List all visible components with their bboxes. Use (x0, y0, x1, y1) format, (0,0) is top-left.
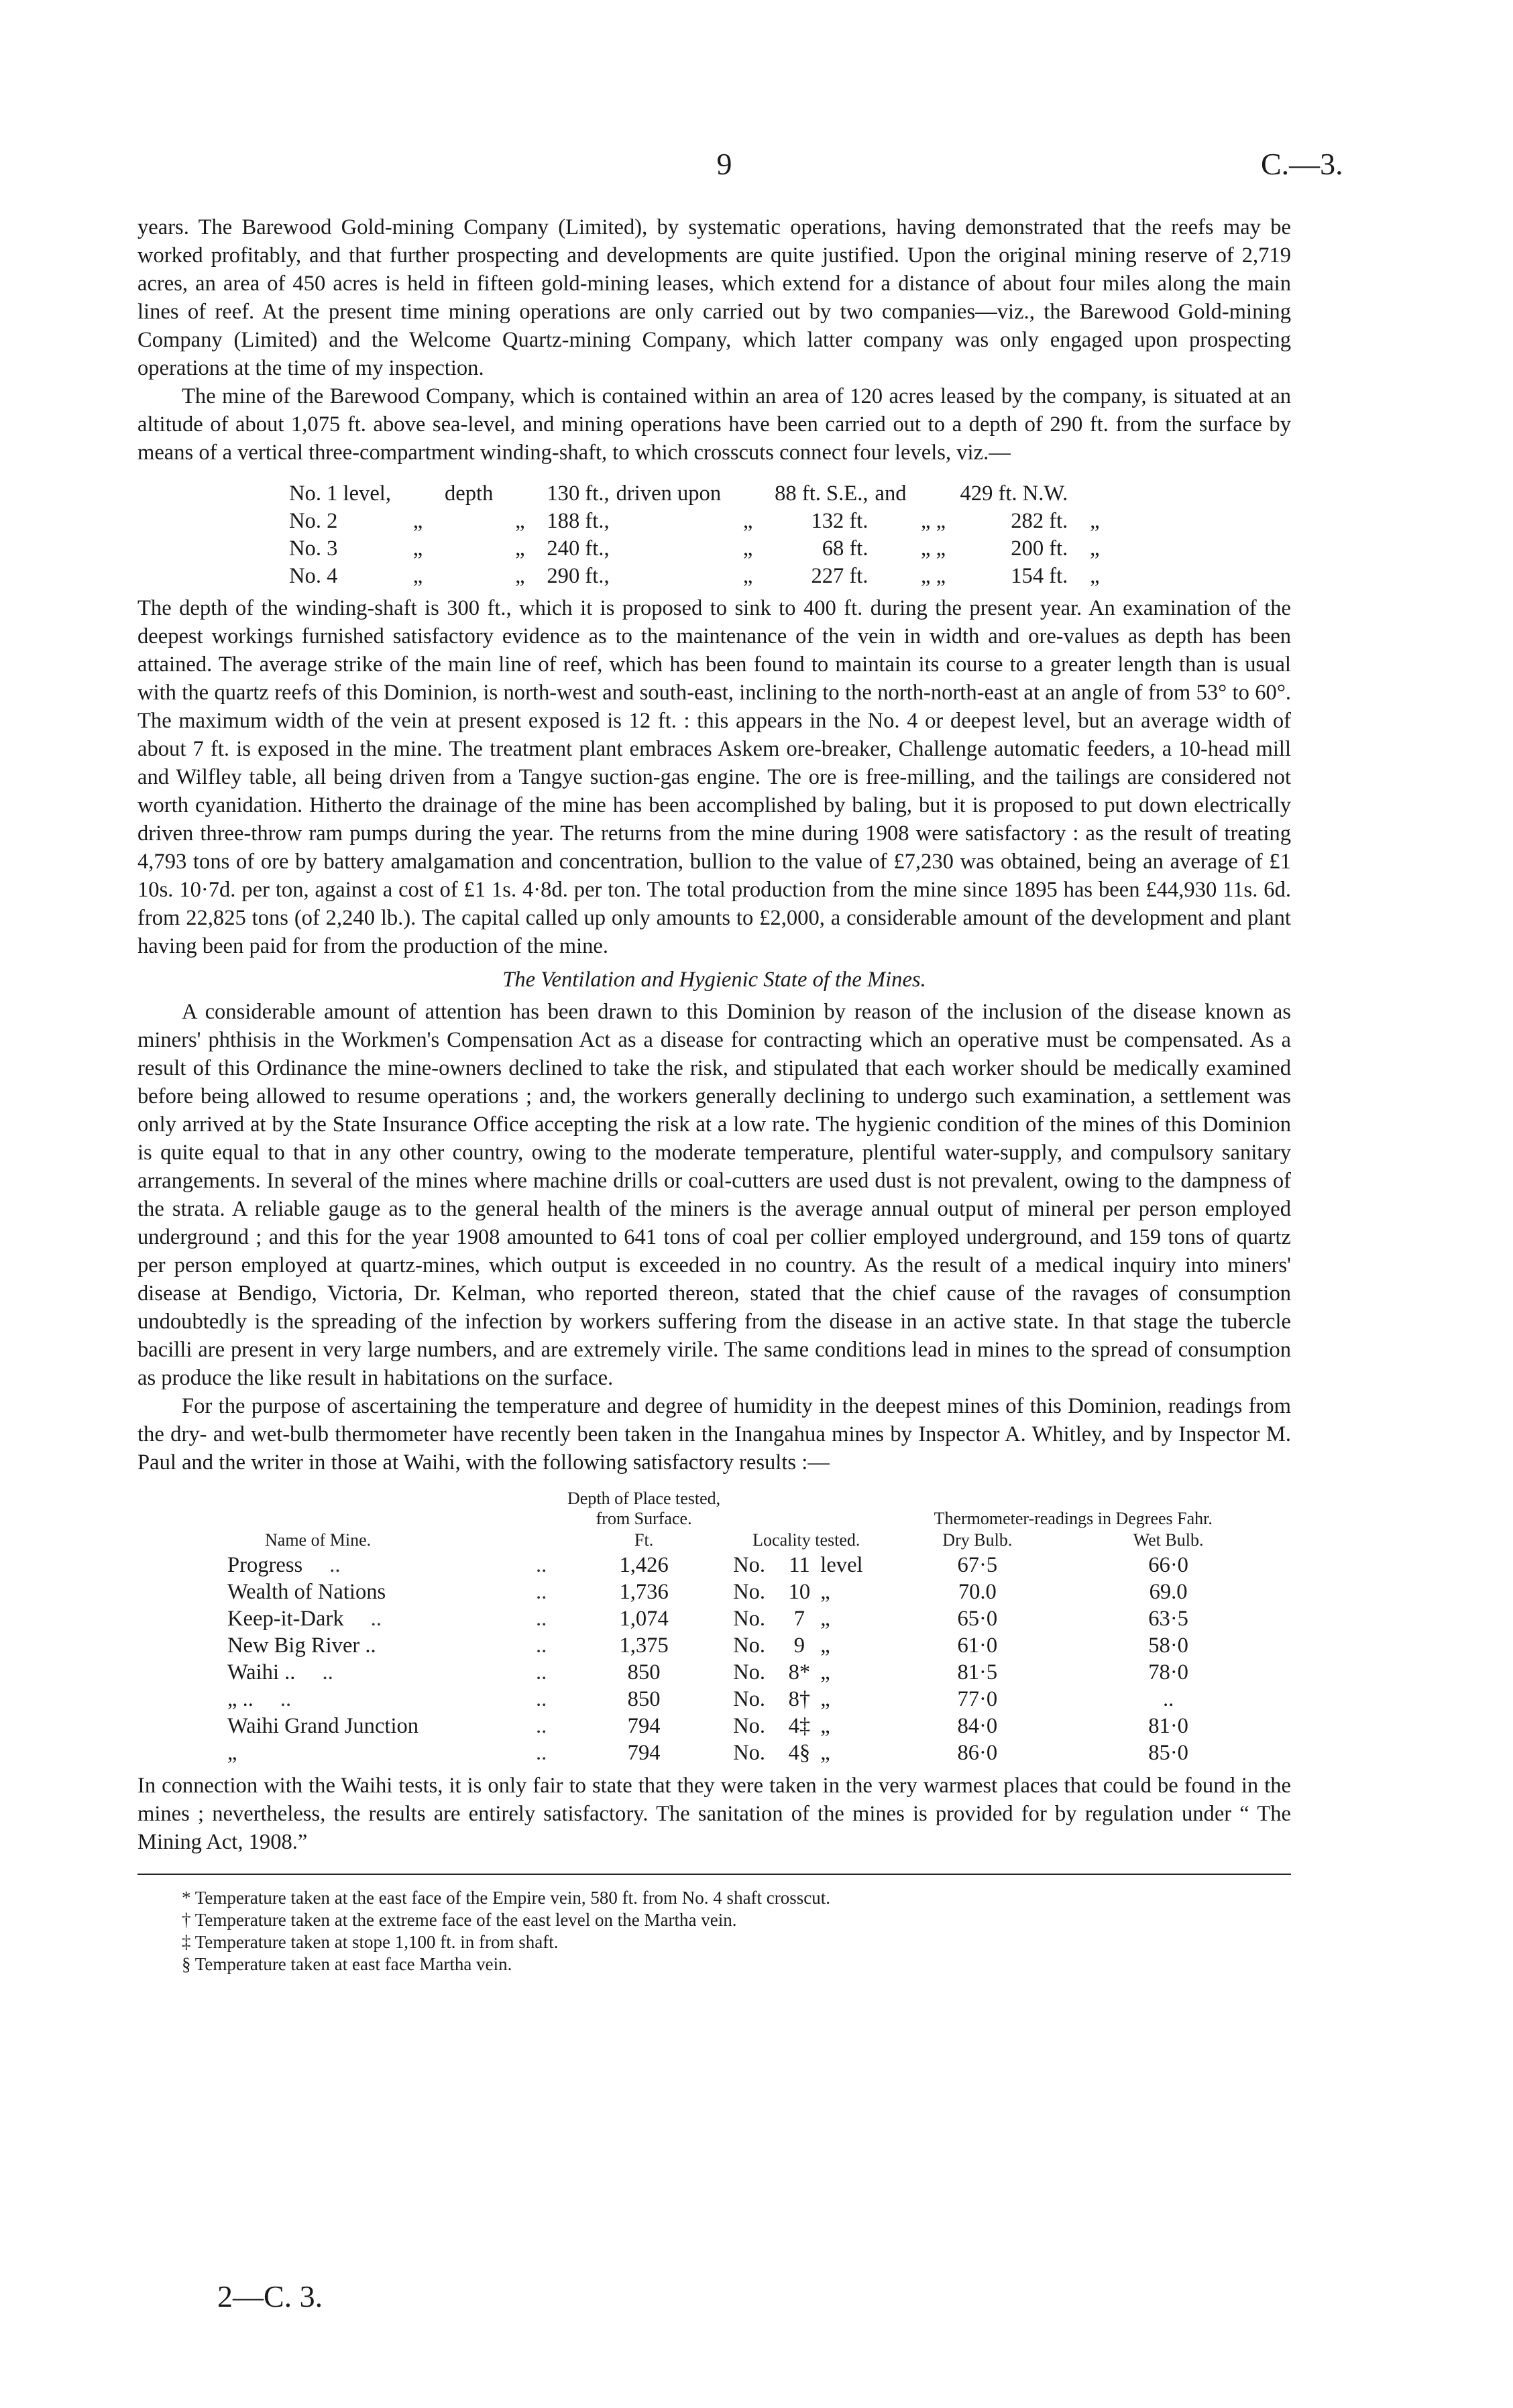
cell-no: No. (733, 1553, 766, 1577)
level-cell-depth_word (445, 508, 500, 535)
level-cell-depth_word (445, 563, 500, 590)
cell-loc: level (820, 1553, 863, 1577)
header-depth: Depth of Place tested, from Surface. (567, 1489, 721, 1528)
cell-name (225, 1686, 525, 1713)
table-row (225, 1739, 1264, 1766)
level-row (289, 535, 1121, 563)
level-cell-b: 429 ft. N.W. (960, 481, 1068, 506)
level-cell-driven (616, 563, 728, 590)
table-row (225, 1686, 1264, 1713)
paragraph-2: The mine of the Barewood Company, which is contained within an area of 120 acres leased by the company, is situated at an altitude of about 1,075 ft. above sea-level, and mining operations have been carried out to a depth of 290 ft. from the surface by means of a vertical three-compartment winding-shaft, to which crosscuts connect four levels, viz.— (137, 384, 1291, 465)
level-cell-dB: „ (515, 536, 525, 561)
mine-name: Keep-it-Dark (227, 1607, 344, 1631)
cell-no: No. (733, 1607, 766, 1631)
level-cell-and (875, 563, 913, 590)
thermometer-table (225, 1489, 1264, 1766)
level-cell-dB: „ (515, 564, 525, 588)
level-cell-no: No. 1 level, (289, 481, 391, 506)
paragraph-4: A considerable amount of attention has been drawn to this Dominion by reason of the inclusion of the disease known as miners' phthisis in the Workmen's Compensation Act as a disease for contracting which an operative must be compensated. As a result of this Ordinance the mine-owners declined to take the risk, and stipulated that each worker should be medically examined before being allowed to resume operations ; and, the workers generally declining to undergo such examination, a settlement was only arrived at by the State Insurance Office accepting the risk at a low rate. The hygienic condition of the mines of this Dominion is quite equal to that in any other country, owing to the moderate temperature, plentiful water-supply, and compulsory sanitary arrangements. In several of the mines where machine drills or coal-cutters are used dust is not prevalent, owing to the dampness of the strata. A reliable gauge as to the general health of the miners is the average annual output of mineral per person employed underground ; and this for the year 1908 amounted to 641 tons of coal per collier employed underground, and 159 tons of quartz per person employed at quartz-mines, which output is exceeded in no country. As the result of a medical inquiry into miners' disease at Bendigo, Victoria, Dr. Kelman, who reported thereon, stated that the chief cause of the ravages of consumption undoubtedly is the spreading of the infection by workers suffering from the disease in an active state. In that stage the tubercle bacilli are present in very large numbers, and are extremely virile. The same conditions lead in mines to the spread of consumption as produce the like result in habitations on the surface. (137, 1000, 1291, 1390)
cell-name (225, 1739, 525, 1766)
level-cell-dE: „ (1090, 536, 1100, 561)
table-row (225, 1552, 1264, 1579)
cell-no: No. (733, 1741, 766, 1765)
level-cell-no: No. 4 (289, 564, 338, 588)
level-cell-a: 227 ft. (811, 564, 868, 588)
cell-loc: „ (820, 1660, 830, 1684)
cell-sep: .. (535, 1633, 547, 1658)
table-row (225, 1659, 1264, 1686)
level-cell-dD: „ „ (921, 536, 946, 561)
level-cell-dE: „ (1090, 564, 1100, 588)
level-cell-dD (913, 480, 960, 508)
cell-wet: 58·0 (1148, 1633, 1188, 1658)
cell-wet: 66·0 (1148, 1553, 1188, 1577)
level-cell-dD: „ „ (921, 509, 946, 533)
table-row (225, 1632, 1264, 1659)
cell-loc: „ (820, 1607, 830, 1631)
cell-loc: „ (820, 1633, 830, 1658)
body-text (137, 213, 1291, 1975)
table-row (225, 1579, 1264, 1605)
cell-no: No. (733, 1714, 766, 1738)
cell-no: No. (733, 1660, 766, 1684)
level-cell-no: No. 2 (289, 509, 338, 533)
level-cell-dC (728, 480, 775, 508)
cell-sep: .. (535, 1660, 547, 1684)
cell-wet: 81·0 (1148, 1714, 1188, 1738)
header-depth-unit: Ft. (634, 1530, 654, 1550)
mine-name: New Big River .. (227, 1633, 376, 1658)
cell-no: No. (733, 1633, 766, 1658)
mine-name: Progress (227, 1553, 303, 1577)
header-thermo: Thermometer-readings in Degrees Fahr. (934, 1509, 1213, 1528)
leader-dots: .. (280, 1687, 292, 1711)
cell-depth: 1,074 (619, 1607, 669, 1631)
level-cell-driven (616, 508, 728, 535)
paragraph-3: The depth of the winding-shaft is 300 ft., which it is proposed to sink to 400 ft. during the present year. An examination of the deepest workings furnished satisfactory evidence as to the maintenance of the vein in width and ore-values as depth has been attained. The average strike of the main line of reef, which has been found to maintain its course to a greater length than is usual with the quartz reefs of this Dominion, is north-west and south-east, inclining to the north-north-east at an angle of from 53° to 60°. The maximum width of the vein at present exposed is 12 ft. : this appears in the No. 4 or deepest level, but an average width of about 7 ft. is exposed in the mine. The treatment plant embraces Askem ore-breaker, Challenge automatic feeders, a 10-head mill and Wilfley table, all being driven from a Tangye suction-gas engine. The ore is free-milling, and the tailings are considered not worth cyanidation. Hitherto the drainage of the mine has been accomplished by baling, but it is proposed to put down electrically driven three-throw ram pumps during the year. The returns from the mine during 1908 were satisfactory : as the result of treating 4,793 tons of ore by battery amalgamation and concentration, bullion to the value of £7,230 was obtained, being an average of £1 10s. 10·7d. per ton, against a cost of £1 1s. 4·8d. per ton. The total production from the mine since 1895 has been £44,930 11s. 6d. from 22,825 tons (of 2,240 lb.). The capital called up only amounts to £2,000, a considerable amount of the development and plant having been paid for from the production of the mine. (137, 596, 1291, 958)
level-cell-depth_word: depth (445, 481, 494, 506)
page-number: 9 (716, 147, 732, 181)
cell-wet: 78·0 (1148, 1660, 1188, 1684)
cell-dry: 84·0 (957, 1714, 998, 1738)
footnote-1: * Temperature taken at the east face of the Empire vein, 580 ft. from No. 4 shaft crosscut. (182, 1888, 831, 1908)
cell-loc: „ (820, 1687, 830, 1711)
level-cell-depth: 188 ft., (547, 509, 610, 533)
cell-sep: .. (535, 1741, 547, 1765)
level-cell-and (875, 508, 913, 535)
level-cell-dC: „ (742, 564, 753, 588)
level-cell-dB: „ (515, 509, 525, 533)
header-wet: Wet Bulb. (1133, 1530, 1204, 1550)
level-cell-dE (1074, 480, 1121, 508)
level-cell-and (875, 535, 913, 563)
cell-depth: 794 (627, 1714, 661, 1738)
levels-table (289, 480, 1121, 590)
level-cell-dA: „ (412, 564, 423, 588)
cell-sep: .. (535, 1553, 547, 1577)
level-cell-b: 200 ft. (1011, 536, 1068, 561)
cell-depth: 1,375 (619, 1633, 669, 1658)
cell-dry: 77·0 (957, 1687, 998, 1711)
leader-dots: .. (329, 1553, 341, 1577)
level-cell-depth: 240 ft., (547, 536, 610, 561)
cell-loc: „ (820, 1714, 830, 1738)
cell-depth: 1,426 (619, 1553, 669, 1577)
level-cell-dA: „ (412, 536, 423, 561)
cell-sep: .. (535, 1714, 547, 1738)
level-cell-driven: driven upon (616, 481, 722, 506)
header-locality: Locality tested. (752, 1530, 860, 1550)
cell-depth: 850 (627, 1660, 661, 1684)
cell-num: 4§ (788, 1741, 811, 1765)
paragraph-6: In connection with the Waihi tests, it is only fair to state that they were taken in the very warmest places that could be found in the mines ; nevertheless, the results are entirely satisfactory. The sanitation of the mines is provided for by regulation under “ The Mining Act, 1908.” (137, 1774, 1291, 1854)
footnotes (137, 1887, 1291, 1975)
cell-num: 8† (788, 1687, 811, 1711)
footnote-4: § Temperature taken at east face Martha vein. (182, 1954, 512, 1974)
level-cell-a: 88 ft. S.E., (775, 481, 868, 506)
cell-loc: „ (820, 1580, 830, 1604)
footnote-rule (137, 1874, 1291, 1875)
cell-num: 8* (788, 1660, 811, 1684)
level-cell-driven (616, 535, 728, 563)
level-row (289, 480, 1121, 508)
cell-name (225, 1659, 525, 1686)
mine-name: „ .. (227, 1687, 254, 1711)
level-cell-no: No. 3 (289, 536, 338, 561)
cell-wet: 85·0 (1148, 1741, 1188, 1765)
level-cell-depth: 290 ft., (547, 564, 610, 588)
cell-name (225, 1552, 525, 1579)
section-title: The Ventilation and Hygienic State of the Mines. (502, 968, 926, 992)
level-cell-b: 282 ft. (1011, 509, 1068, 533)
cell-depth: 794 (627, 1741, 661, 1765)
leader-dots: .. (322, 1660, 333, 1684)
level-row (289, 508, 1121, 535)
level-cell-dA (398, 480, 445, 508)
cell-dry: 61·0 (957, 1633, 998, 1658)
footnote-2: † Temperature taken at the extreme face of the east level on the Martha vein. (182, 1910, 737, 1930)
cell-name (225, 1579, 525, 1605)
cell-dry: 81·5 (957, 1660, 998, 1684)
footnote-3: ‡ Temperature taken at stope 1,100 ft. in from shaft. (182, 1932, 559, 1952)
header-name: Name of Mine. (265, 1530, 372, 1550)
cell-no: No. (733, 1580, 766, 1604)
cell-wet: .. (1162, 1687, 1174, 1711)
level-cell-a: 68 ft. (822, 536, 868, 561)
cell-wet: 63·5 (1148, 1607, 1188, 1631)
level-cell-dA: „ (412, 509, 423, 533)
cell-dry: 70.0 (958, 1580, 997, 1604)
level-cell-depth_word (445, 535, 500, 563)
cell-dry: 65·0 (957, 1607, 998, 1631)
mine-name: Waihi .. (227, 1660, 296, 1684)
table-row (225, 1605, 1264, 1632)
header-dry: Dry Bulb. (942, 1530, 1013, 1550)
mine-name: „ (227, 1741, 237, 1765)
cell-sep: .. (535, 1607, 547, 1631)
paragraph-1: years. The Barewood Gold-mining Company (Limited), by systematic operations, having demonstrated that the reefs may be worked profitably, and that further prospecting and developments are quite justified. Upon the original mining reserve of 2,719 acres, an area of 450 acres is held in fifteen gold-mining leases, which extend for a distance of about four miles along the main lines of reef. At the present time mining operations are only carried out by two companies—viz., the Barewood Gold-mining Company (Limited) and the Welcome Quartz-mining Company, which latter company was only engaged upon prospecting operations at the time of my inspection. (137, 215, 1291, 380)
table-row (225, 1713, 1264, 1739)
level-cell-dB (500, 480, 547, 508)
level-cell-b: 154 ft. (1011, 564, 1068, 588)
leader-dots: .. (370, 1607, 382, 1631)
cell-num: 9 (793, 1633, 805, 1658)
cell-num: 4‡ (788, 1714, 811, 1738)
level-cell-dD: „ „ (921, 564, 946, 588)
level-cell-a: 132 ft. (811, 509, 868, 533)
level-cell-and: and (875, 481, 907, 506)
cell-num: 7 (793, 1607, 805, 1631)
level-row (289, 563, 1121, 590)
level-cell-dE: „ (1090, 509, 1100, 533)
cell-name (225, 1632, 525, 1659)
sheet-mark: 2—C. 3. (217, 2279, 323, 2313)
cell-dry: 86·0 (957, 1741, 998, 1765)
cell-sep: .. (535, 1687, 547, 1711)
mine-name: Wealth of Nations (227, 1580, 386, 1604)
cell-depth: 850 (627, 1687, 661, 1711)
paragraph-5: For the purpose of ascertaining the temperature and degree of humidity in the deepest mines of this Dominion, readings from the dry- and wet-bulb thermometer have recently been taken in the Inangahua mines by Inspector A. Whitley, and by Inspector M. Paul and the writer in those at Waihi, with the following satisfactory results :— (137, 1394, 1291, 1475)
cell-name (225, 1605, 525, 1632)
cell-loc: „ (820, 1741, 830, 1765)
mine-name: Waihi Grand Junction (227, 1714, 419, 1738)
level-cell-dC: „ (742, 536, 753, 561)
cell-sep: .. (535, 1580, 547, 1604)
cell-dry: 67·5 (957, 1553, 998, 1577)
level-cell-dC: „ (742, 509, 753, 533)
doc-code: C.—3. (1261, 147, 1343, 181)
cell-num: 11 (789, 1553, 810, 1577)
cell-no: No. (733, 1687, 766, 1711)
level-cell-depth: 130 ft., (547, 481, 610, 506)
cell-wet: 69.0 (1149, 1580, 1188, 1604)
cell-name (225, 1713, 525, 1739)
cell-depth: 1,736 (619, 1580, 669, 1604)
cell-num: 10 (788, 1580, 811, 1604)
